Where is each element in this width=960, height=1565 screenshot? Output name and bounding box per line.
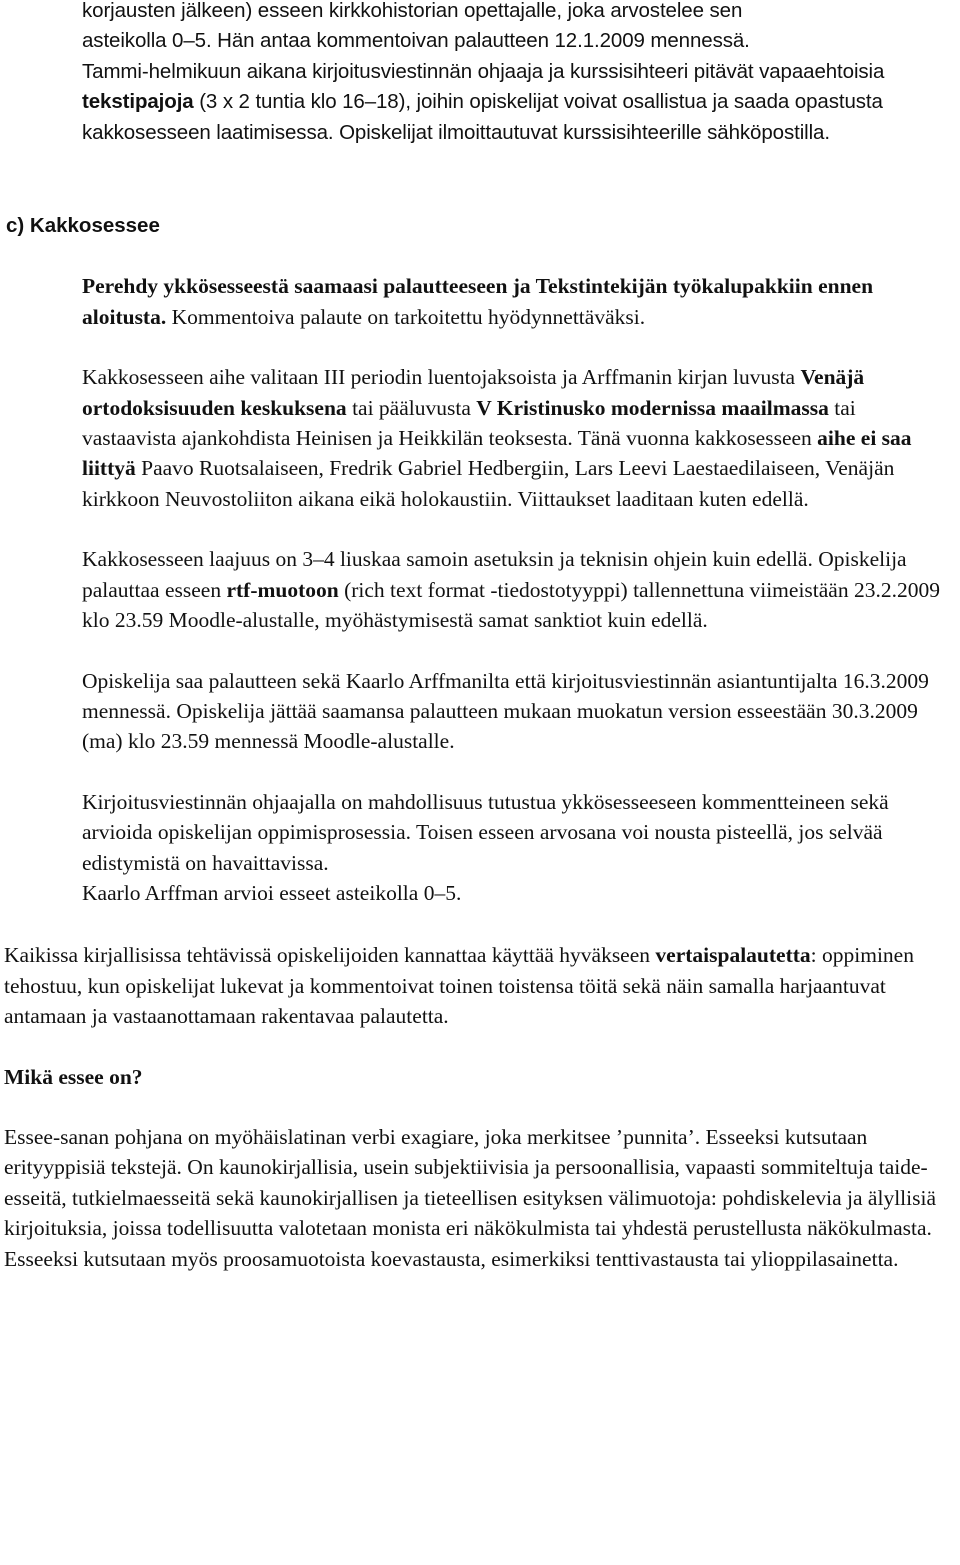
bold-instruction: Perehdy ykkösesseestä saamaasi palautteeseen ja Tekstintekijän työkalupakkiin ennen aloitusta. [82, 274, 874, 329]
bold-chapter-modern: V Kristinusko modernissa maailmassa [476, 395, 829, 420]
text-span: Kakkosesseen laajuus on 3–4 liuskaa samoin asetuksin ja teknisin ohjein kuin edellä. Opiskelija palauttaa esseen [82, 547, 907, 602]
bold-term-tekstipajoja: tekstipajoja [82, 90, 194, 114]
bold-term-vertaispalaute: vertaispalautetta [655, 943, 811, 968]
paragraph-intro-continued [0, 0, 960, 57]
paragraph-laajuus [0, 544, 960, 635]
heading-kakkosessee [0, 210, 960, 241]
heading-text: c) Kakkosessee [6, 214, 160, 238]
paragraph-perehdy [0, 271, 960, 332]
paragraph-tekstipajat [0, 57, 960, 148]
heading-text: Mikä essee on? [4, 1064, 143, 1089]
intro-line-2: asteikolla 0–5. Hän antaa kommentoivan palautteen 12.1.2009 mennessä. [82, 29, 750, 53]
bold-restriction: aihe ei saa liittyä [82, 426, 912, 481]
text-span: tai vastaavista ajankohdista Heinisen ja Heikkilän teoksesta. Tänä vuonna kakkosesseen [82, 395, 856, 451]
paragraph-aihe [0, 362, 960, 514]
bold-chapter-russia: Venäjä ortodoksisuuden keskuksena [82, 365, 865, 420]
paragraph-vertaispalaute [0, 940, 960, 1031]
paragraph-palaute: Opiskelija saa palautteen sekä Kaarlo Arffmanilta että kirjoitusviestinnän asiantuntijalta 16.3.2009 mennessä. Opiskelija jättää saamansa palautteen mukaan muokatun version esseestään 30.3.2009 (ma) klo 23.59 mennessä Moodle-alustalle. [82, 668, 929, 754]
intro-line-1: korjausten jälkeen) esseen kirkkohistorian opettajalle, joka arvostelee sen [82, 0, 743, 22]
text-span: Kirjoitusviestinnän ohjaajalla on mahdollisuus tutustua ykkösesseeseen kommentteineen sekä arvioida opiskelijan oppimisprosessia. Toisen esseen arvosana voi nousta pisteellä, jos selvää edistymistä on havaittavissa. [82, 789, 889, 875]
heading-mika-essee-on [0, 1062, 960, 1092]
text-span: tai pääluvusta [346, 395, 477, 420]
text-span: Paavo Ruotsalaiseen, Fredrik Gabriel Hedbergiin, Lars Leevi Laestaedilaiseen, Venäjän kirkkoon Neuvostoliiton aikana eikä holokaustiin. Viittaukset laaditaan kuten edellä. [82, 456, 895, 511]
text-span: Kakkosesseen aihe valitaan III periodin luentojaksoista ja Arffmanin kirjan luvusta [82, 365, 801, 390]
text-span: Kaikissa kirjallisissa tehtävissä opiskelijoiden kannattaa käyttää hyväkseen [4, 943, 656, 968]
text-span: Kaarlo Arffman arvioi esseet asteikolla 0–5. [82, 880, 462, 905]
bold-rtf-format: rtf-muotoon [226, 577, 339, 602]
text-span: (rich text format -tiedostotyyppi) tallennettuna viimeistään 23.2.2009 klo 23.59 Moodle-alustalle, myöhästymisestä samat sanktiot kuin edellä. [82, 577, 940, 633]
paragraph-essee-maaritelma: Essee-sanan pohjana on myöhäislatinan verbi exagiare, joka merkitsee ’punnita’. Esseeksi kutsutaan erityyppisiä tekstejä. On kaunokirjallisia, usein subjektiivisia ja persoonallisia, vapaasti sommiteltuja taide-esseitä, tutkielmaesseitä sekä kaunokirjallisen ja tieteellisen esityksen välimuotoja: pohdiskelevia ja älyllisiä kirjoituksia, joissa todellisuutta valotetaan monista eri näkökulmista tai yhdestä perustellusta näkökulmasta. Esseeksi kutsutaan myös proosamuotoista koevastausta, esimerkiksi tenttivastausta tai ylioppilasainetta. [4, 1124, 937, 1271]
paragraph-arviointi [0, 787, 960, 909]
text-span: : oppiminen tehostuu, kun opiskelijat lukevat ja kommentoivat toinen toistensa töitä sekä näin samalla harjaantuvat antamaan ja vastaanottamaan rakentavaa palautetta. [4, 943, 914, 1029]
text-span: (3 x 2 tuntia klo 16–18), joihin opiskelijat voivat osallistua ja saada opastusta kakkosesseen laatimisessa. Opiskelijat ilmoittautuvat kurssisihteerille sähköpostilla. [82, 90, 883, 144]
text-span: Tammi-helmikuun aikana kirjoitusviestinnän ohjaaja ja kurssisihteeri pitävät vapaaehtoisia [82, 59, 885, 83]
text-span: Kommentoiva palaute on tarkoitettu hyödynnettäväksi. [166, 304, 646, 329]
